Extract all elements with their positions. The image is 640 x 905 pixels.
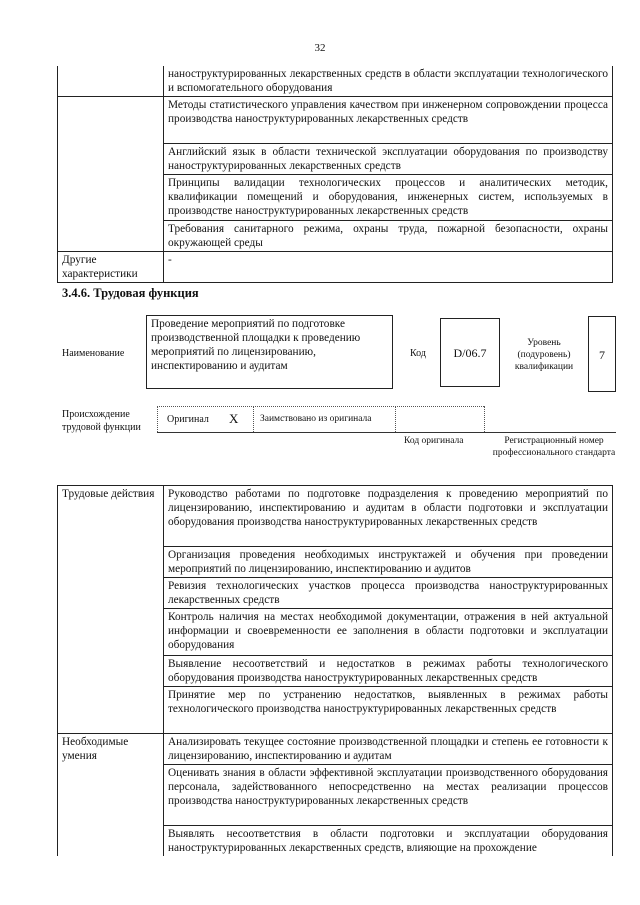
- row-label-cell: [58, 143, 164, 174]
- knowledge-item: Принципы валидации технологических процессов и аналитических методик, квалификации помещений и оборудования, инженерных систем, используемых в производстве наноструктурированных лекарственных средств: [164, 174, 613, 220]
- page-number: 32: [314, 42, 326, 54]
- origin-code-caption: Код оригинала: [404, 436, 464, 446]
- table-row: [58, 251, 613, 282]
- row-label-cell: [58, 220, 164, 251]
- knowledge-item: Методы статистического управления качеством при инженерном сопровождении процесса производства наноструктурированных лекарственных средств: [164, 97, 613, 144]
- labor-actions-table: [57, 485, 613, 856]
- table-row: [58, 734, 613, 765]
- required-skills-label: Необходимые умения: [58, 734, 164, 857]
- row-label-cell: [58, 66, 164, 97]
- original-mark: X: [229, 411, 239, 426]
- table-row: [58, 143, 613, 174]
- knowledge-item: Требования санитарного режима, охраны труда, пожарной безопасности, охраны окружающей среды: [164, 220, 613, 251]
- knowledge-item: наноструктурированных лекарственных средств в области эксплуатации технологического и вспомогательного оборудования: [164, 66, 613, 97]
- labor-action-item: Ревизия технологических участков процесса производства наноструктурированных лекарственных средств: [164, 578, 613, 609]
- origin-divider: [484, 406, 485, 432]
- labor-action-item: Контроль наличия на местах необходимой документации, отражения в ней актуальной информации и своевременности ее заполнения в области подготовки и эксплуатации оборудования: [164, 609, 613, 656]
- level-label: Уровень (подуровень) квалификации: [514, 338, 574, 372]
- origin-top-line: [157, 406, 484, 407]
- labor-action-item: Организация проведения необходимых инструктажей и обучения при проведении мероприятий по лицензированию, инспектированию и аудитов: [164, 547, 613, 578]
- origin-divider: [253, 406, 254, 432]
- table-row: [58, 220, 613, 251]
- level-value-box: 7: [588, 316, 616, 392]
- other-characteristics-value: -: [164, 251, 613, 282]
- reg-number-caption: Регистрационный номер профессионального стандарта: [492, 436, 616, 458]
- row-label-cell: [58, 174, 164, 220]
- table-row: [58, 66, 613, 97]
- section-title: 3.4.6. Трудовая функция: [62, 286, 199, 300]
- skill-item: Анализировать текущее состояние производственной площадки и степень ее готовности к лицензированию, инспектированию и аудитам: [164, 734, 613, 765]
- labor-action-item: Принятие мер по устранению недостатков, выявленных в режимах работы технологического производства наноструктурированных лекарственных средств: [164, 687, 613, 734]
- table-row: [58, 486, 613, 547]
- labor-action-item: Руководство работами по подготовке подразделения к проведению мероприятий по лицензированию, инспектированию и аудитам в области подготовки и эксплуатации оборудования производства наноструктурированных лекарственных средств: [164, 486, 613, 547]
- skill-item: Выявлять несоответствия в области подготовки и эксплуатации оборудования наноструктурированных лекарственных средств, влияющие на прохождение: [164, 826, 613, 857]
- code-label: Код: [410, 348, 426, 359]
- original-label: Оригинал: [167, 414, 209, 425]
- origin-bottom-line: [157, 432, 616, 433]
- row-label-cell: [58, 97, 164, 144]
- table-row: [58, 174, 613, 220]
- other-characteristics-label: Другие характеристики: [58, 251, 164, 282]
- labor-action-item: Выявление несоответствий и недостатков в режимах работы технологического оборудования производства наноструктурированных лекарственных средств: [164, 656, 613, 687]
- skill-item: Оценивать знания в области эффективной эксплуатации производственного оборудования персонала, задействованного непосредственно на местах реализации процессов производства наноструктурированных лекарственных средств: [164, 765, 613, 826]
- origin-divider: [395, 406, 396, 432]
- borrowed-label: Заимствовано из оригинала: [260, 414, 372, 424]
- labor-actions-label: Трудовые действия: [58, 486, 164, 734]
- table-row: [58, 97, 613, 144]
- origin-label: Происхождение трудовой функции: [62, 409, 141, 433]
- knowledge-item: Английский язык в области технической эксплуатации оборудования по производству наноструктурированных лекарственных средств: [164, 143, 613, 174]
- origin-divider: [157, 406, 158, 432]
- knowledge-table: [57, 66, 613, 283]
- function-name-box: Проведение мероприятий по подготовке производственной площадки к проведению мероприятий по лицензированию, инспектированию и аудитам: [146, 315, 393, 389]
- name-label: Наименование: [62, 348, 125, 359]
- code-value-box: D/06.7: [440, 318, 500, 387]
